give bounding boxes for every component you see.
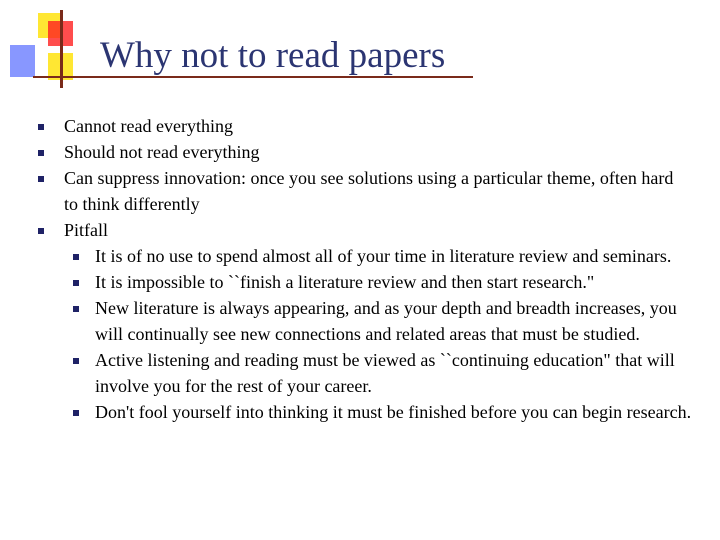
- sub-bullet-text: Don't fool yourself into thinking it must be finished before you can begin research.: [95, 402, 692, 422]
- square-bullet-icon: [38, 124, 44, 130]
- bullet-item: [0, 139, 684, 165]
- square-bullet-icon: [38, 228, 44, 234]
- bullet-text: Can suppress innovation: once you see solutions using a particular theme, often hard to think differently: [64, 168, 674, 214]
- bullet-item: [0, 113, 684, 139]
- sub-bullet-item: [64, 295, 695, 347]
- pitfall-sub-list: [64, 243, 692, 425]
- sub-bullet-item: [64, 347, 695, 399]
- sub-bullet-item: [64, 269, 695, 295]
- sub-bullet-item: [64, 399, 695, 425]
- slide-title: Why not to read papers: [100, 35, 446, 76]
- square-bullet-icon: [73, 280, 79, 286]
- bullet-text: Cannot read everything: [64, 116, 233, 136]
- square-bullet-icon: [73, 410, 79, 416]
- square-bullet-icon: [38, 176, 44, 182]
- square-bullet-icon: [38, 150, 44, 156]
- sub-bullet-text: It is of no use to spend almost all of your time in literature review and seminars.: [95, 246, 672, 266]
- sub-bullet-text: Active listening and reading must be viewed as ``continuing education" that will involve you for the rest of your career.: [95, 350, 675, 396]
- bullet-text: Should not read everything: [64, 142, 260, 162]
- bullet-item: [0, 165, 684, 217]
- logo-blue-square: [10, 45, 35, 77]
- slide-logo-decoration: [0, 0, 110, 95]
- sub-bullet-text: New literature is always appearing, and as your depth and breadth increases, you will continually see new connections and related areas that must be studied.: [95, 298, 677, 344]
- sub-bullet-item: [64, 243, 695, 269]
- bullet-item-pitfall: [0, 217, 692, 425]
- square-bullet-icon: [73, 306, 79, 312]
- bullet-text: Pitfall: [64, 220, 108, 240]
- square-bullet-icon: [73, 358, 79, 364]
- square-bullet-icon: [73, 254, 79, 260]
- bullet-list: [0, 113, 720, 425]
- sub-bullet-text: It is impossible to ``finish a literature review and then start research.": [95, 272, 595, 292]
